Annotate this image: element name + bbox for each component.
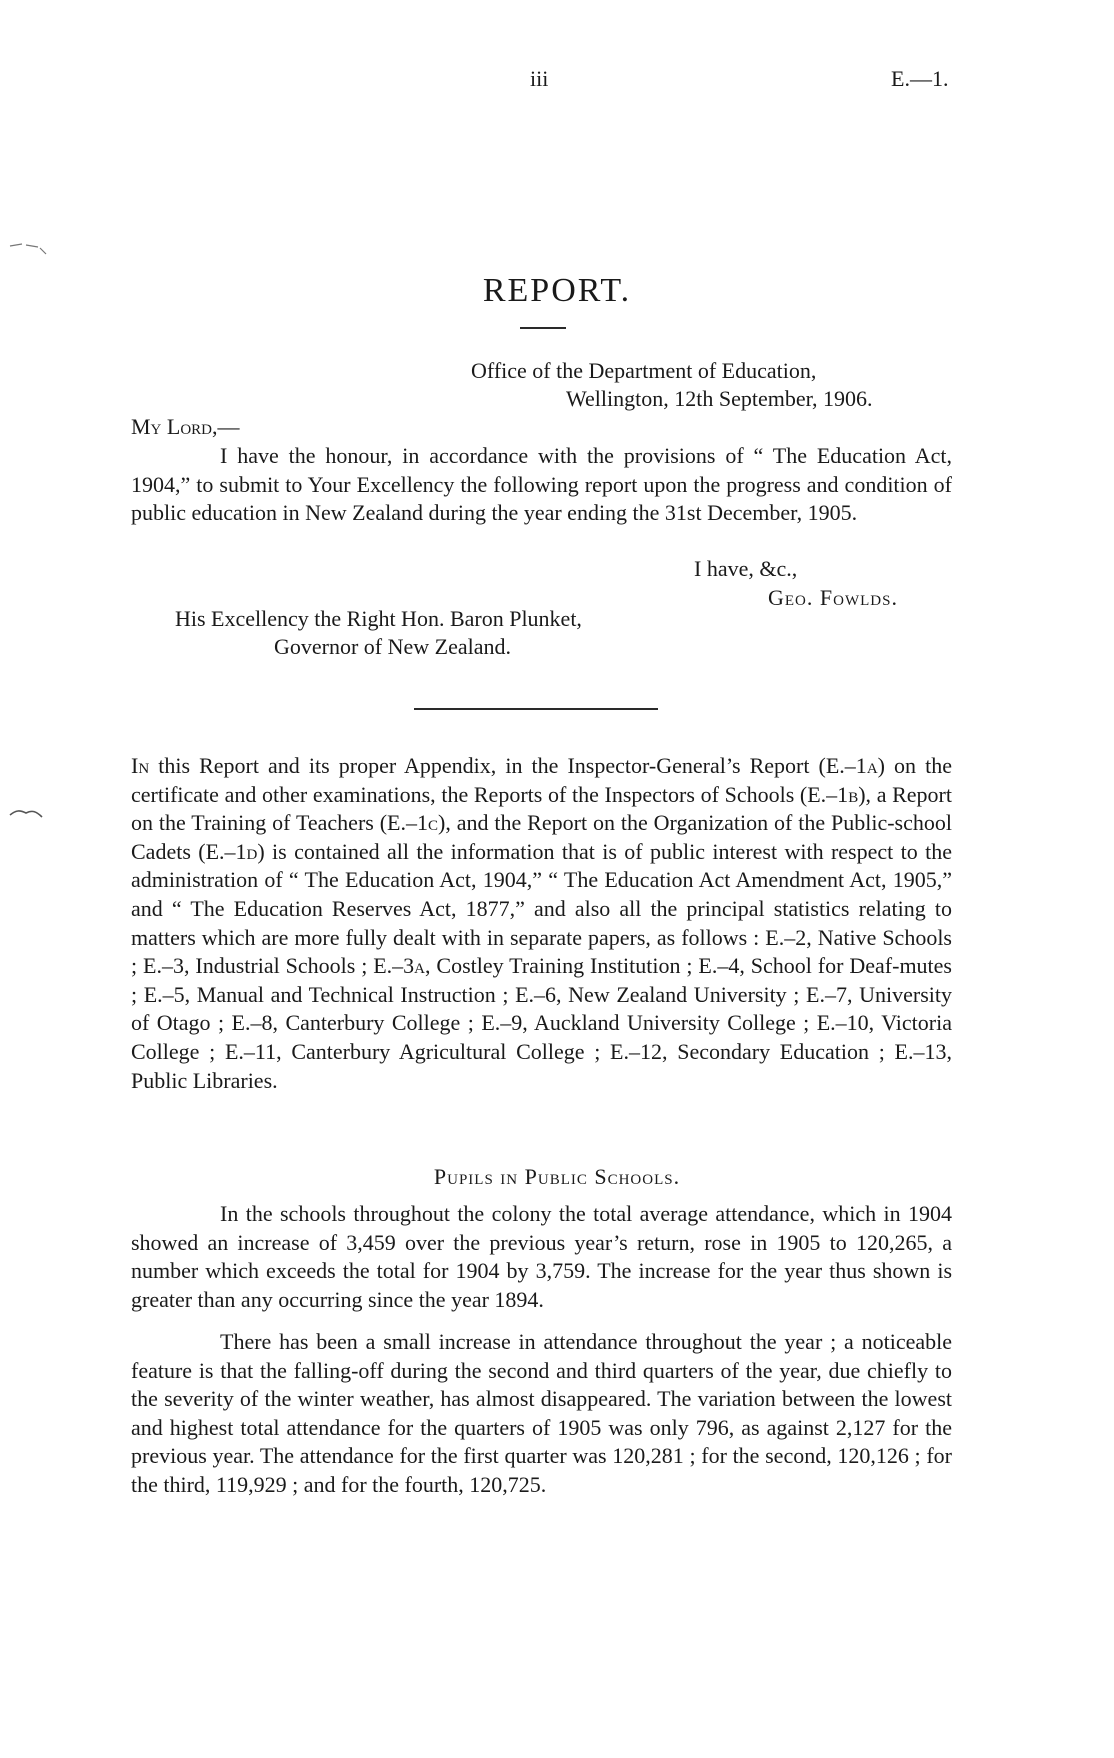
letter-body [131, 442, 952, 528]
signature: Geo. Fowlds. [768, 585, 898, 610]
intro-text: ) on the certificate and other examinations, the Reports of the Inspectors of Schools (E.–1 [131, 753, 953, 807]
appendix-suffix: d [246, 838, 258, 864]
intro-text: this Report and its proper Appendix, in the Inspector-General’s Report (E.–1 [149, 753, 867, 778]
margin-scan-mark-icon [8, 238, 50, 258]
letter-closing: I have, &c., [694, 556, 798, 581]
intro-text: ), and the Report on the Organization of the Public-school Cadets (E.–1 [131, 810, 952, 864]
section-heading: Pupils in Public Schools. [433, 1164, 681, 1189]
intro-lead-word: In [131, 753, 150, 778]
salutation: My Lord,— [131, 414, 240, 439]
addressee-line-2: Governor of New Zealand. [274, 634, 512, 659]
intro-text: , Costley Training Institution ; E.–4, School for Deaf-mutes ; E.–5, Manual and Technical Instruction ; E.–6, New Zealand University ; E.–7, University of Otago ; E.–8, Canterbury College ; E.–9, Auckland University College ; E.–10, Victoria College ; E.–11, Canterbury Agricultural College ; E.–12, Secondary Education ; E.–13, Public Libraries. [131, 953, 952, 1093]
appendix-suffix: a [866, 753, 878, 778]
margin-scan-mark-icon [8, 805, 50, 825]
paragraph-text: There has been a small increase in attendance throughout the year ; a noticeable feature is that the falling-off during the second and third quarters of the year, due chiefly to the severity of the winter weather, has almost disappeared. The variation between the lowest and highest total attendance for the quarters of 1905 was only 796, as against 2,127 for the previous year. The attendance for the first quarter was 120,281 ; for the second, 120,126 ; for the third, 119,929 ; and for the fourth, 120,725. [131, 1329, 952, 1497]
document-reference: E.—1. [891, 66, 949, 91]
letter-paragraph: I have the honour, in accordance with the provisions of “ The Education Act, 1904,” to submit to Your Excellency the following report upon the progress and condition of public education in New Zealand during the year ending the 31st December, 1905. [131, 443, 952, 526]
intro-text: ) is contained all the information that is of public interest with respect to the administration of “ The Education Act, 1904,” “ The Education Act Amendment Act, 1905,” and “ The Education Reserves Act, 1877,” and also all the principal statistics relating to matters which are more fully dealt with in separate papers, as follows : E.–2, Native Schools ; E.–3, Industrial Schools ; E.–3 [131, 838, 952, 979]
page-number: iii [530, 66, 549, 91]
intro-text: ), a Report on the Training of Teachers (E.–1 [131, 781, 952, 836]
intro-paragraph [131, 752, 952, 1095]
report-title: REPORT. [482, 272, 632, 309]
pupils-paragraph-2 [131, 1328, 952, 1500]
office-line: Office of the Department of Education, [471, 358, 817, 383]
title-divider [520, 327, 566, 329]
date-line: Wellington, 12th September, 1906. [566, 386, 873, 411]
section-divider [414, 708, 658, 710]
addressee-line-1: His Excellency the Right Hon. Baron Plunket, [175, 606, 582, 631]
paragraph-text: In the schools throughout the colony the total average attendance, which in 1904 showed an increase of 3,459 over the previous year’s return, rose in 1905 to 120,265, a number which exceeds the total for 1904 by 3,759. The increase for the year thus shown is greater than any occurring since the year 1894. [131, 1201, 952, 1312]
appendix-suffix: a [414, 953, 425, 979]
pupils-paragraph-1 [131, 1200, 952, 1314]
appendix-suffix: c [428, 810, 439, 836]
appendix-suffix: b [848, 781, 859, 807]
